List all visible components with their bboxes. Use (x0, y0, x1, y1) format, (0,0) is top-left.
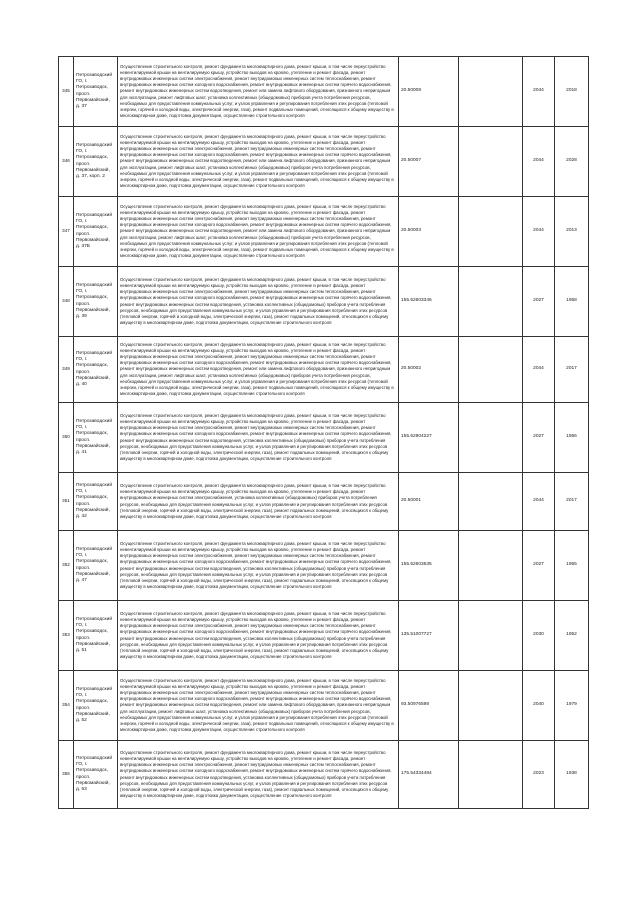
build-year-cell: 2017 (555, 337, 589, 403)
empty-cell (459, 337, 523, 403)
address-cell: Петрозаводский ГО, г. Петрозаводск, просп. Первомайский, д. 42 (74, 473, 118, 531)
works-description-cell: Осуществление строительного контроля, ремонт фундамента многоквартирного дома, ремонт крыши, в том числе переустройство невентилируемой крыши на вентилируемую крышу, устройство выходов на кровлю, утепление и ремонт фасада, ремонт внутридомовых инженерных систем электроснабжения, ремонт внутридомовых инженерных систем теплоснабжения, ремонт внутридомовых инженерных систем холодного водоснабжения, ремонт внутридомовых инженерных систем горячего водоснабжения, ремонт внутридомовых инженерных систем водоотведения, ремонт или замена лифтового оборудования, признанного непригодным для эксплуатации, ремонт лифтовых шахт, установка коллективных (общедомовых) приборов учета потребления ресурсов, необходимых для предоставления коммунальных услуг, и узлов управления и регулирования потребления этих ресурсов (тепловой энергии, горячей и холодной воды, электрической энергии, газа), ремонт подвальных помещений, относящихся к общему имуществу в многоквартирном доме, подготовка документации, осуществление строительного контроля (118, 671, 399, 741)
row-number: 348 (59, 267, 74, 337)
build-year-cell: 1956 (555, 403, 589, 473)
works-description-cell: Осуществление строительного контроля, ремонт фундамента многоквартирного дома, ремонт крыши, в том числе переустройство невентилируемой крыши на вентилируемую крышу, устройство выходов на кровлю, утепление и ремонт фасада, ремонт внутридомовых инженерных систем электроснабжения, установка коллективных (общедомовых) приборов учета потребления ресурсов, необходимых для предоставления коммунальных услуг, и узлов управления и регулирования потребления этих ресурсов (тепловой энергии, горячей и холодной воды, электрической энергии, газа), ремонт подвальных помещений, относящихся к общему имуществу в многоквартирном доме, подготовка документации, осуществление строительного контроля (118, 473, 399, 531)
cost-cell: 175.54334484 (399, 741, 459, 809)
works-description-cell: Осуществление строительного контроля, ремонт фундамента многоквартирного дома, ремонт крыши, в том числе переустройство невентилируемой крыши на вентилируемую крышу, устройство выходов на кровлю, утепление и ремонт фасада, ремонт внутридомовых инженерных систем электроснабжения, ремонт внутридомовых инженерных систем теплоснабжения, ремонт внутридомовых инженерных систем холодного водоснабжения, ремонт внутридомовых инженерных систем горячего водоснабжения, ремонт внутридомовых инженерных систем водоотведения, установка коллективных (общедомовых) приборов учета потребления ресурсов, необходимых для предоставления коммунальных услуг, и узлов управления и регулирования потребления этих ресурсов (тепловой энергии, горячей и холодной воды, электрической энергии, газа), ремонт подвальных помещений, относящихся к общему имуществу в многоквартирном доме, подготовка документации, осуществление строительного контроля (118, 601, 399, 671)
empty-cell (459, 403, 523, 473)
table-body (59, 57, 589, 809)
planned-year-cell: 2027 (523, 403, 555, 473)
row-number: 351 (59, 473, 74, 531)
build-year-cell: 1979 (555, 671, 589, 741)
cost-cell: 20.50008 (399, 57, 459, 127)
table-row (59, 127, 589, 197)
empty-cell (459, 267, 523, 337)
row-number: 345 (59, 57, 74, 127)
cost-cell: 20.50002 (399, 337, 459, 403)
build-year-cell: 2017 (555, 473, 589, 531)
table-row (59, 601, 589, 671)
row-number: 347 (59, 197, 74, 267)
works-description-cell: Осуществление строительного контроля, ремонт фундамента многоквартирного дома, ремонт крыши, в том числе переустройство невентилируемой крыши на вентилируемую крышу, устройство выходов на кровлю, утепление и ремонт фасада, ремонт внутридомовых инженерных систем электроснабжения, ремонт внутридомовых инженерных систем теплоснабжения, ремонт внутридомовых инженерных систем холодного водоснабжения, ремонт внутридомовых инженерных систем горячего водоснабжения, ремонт внутридомовых инженерных систем водоотведения, ремонт или замена лифтового оборудования, признанного непригодным для эксплуатации, ремонт лифтовых шахт, установка коллективных (общедомовых) приборов учета потребления ресурсов, необходимых для предоставления коммунальных услуг, и узлов управления и регулирования потребления этих ресурсов (тепловой энергии, горячей и холодной воды, электрической энергии, газа), ремонт подвальных помещений, относящихся к общему имуществу в многоквартирном доме, подготовка документации, осуществление строительного контроля (118, 57, 399, 127)
table-row (59, 267, 589, 337)
row-number: 355 (59, 741, 74, 809)
planned-year-cell: 2044 (523, 57, 555, 127)
empty-cell (459, 601, 523, 671)
build-year-cell: 1958 (555, 267, 589, 337)
table-row (59, 403, 589, 473)
build-year-cell: 1938 (555, 741, 589, 809)
works-description-cell: Осуществление строительного контроля, ремонт фундамента многоквартирного дома, ремонт крыши, в том числе переустройство невентилируемой крыши на вентилируемую крышу, устройство выходов на кровлю, утепление и ремонт фасада, ремонт внутридомовых инженерных систем электроснабжения, ремонт внутридомовых инженерных систем теплоснабжения, ремонт внутридомовых инженерных систем холодного водоснабжения, ремонт внутридомовых инженерных систем горячего водоснабжения, ремонт внутридомовых инженерных систем водоотведения, ремонт или замена лифтового оборудования, признанного непригодным для эксплуатации, ремонт лифтовых шахт, установка коллективных (общедомовых) приборов учета потребления ресурсов, необходимых для предоставления коммунальных услуг, и узлов управления и регулирования потребления этих ресурсов (тепловой энергии, горячей и холодной воды, электрической энергии, газа), ремонт подвальных помещений, относящихся к общему имуществу в многоквартирном доме, подготовка документации, осуществление строительного контроля (118, 197, 399, 267)
table-row (59, 57, 589, 127)
planned-year-cell: 2044 (523, 127, 555, 197)
works-description-cell: Осуществление строительного контроля, ремонт фундамента многоквартирного дома, ремонт крыши, в том числе переустройство невентилируемой крыши на вентилируемую крышу, устройство выходов на кровлю, утепление и ремонт фасада, ремонт внутридомовых инженерных систем электроснабжения, ремонт внутридомовых инженерных систем теплоснабжения, ремонт внутридомовых инженерных систем холодного водоснабжения, ремонт внутридомовых инженерных систем горячего водоснабжения, ремонт внутридомовых инженерных систем водоотведения, установка коллективных (общедомовых) приборов учета потребления ресурсов, необходимых для предоставления коммунальных услуг, и узлов управления и регулирования потребления этих ресурсов (тепловой энергии, горячей и холодной воды, электрической энергии, газа), ремонт подвальных помещений, относящихся к общему имуществу в многоквартирном доме, подготовка документации, осуществление строительного контроля (118, 267, 399, 337)
build-year-cell: 2013 (555, 197, 589, 267)
works-description-cell: Осуществление строительного контроля, ремонт фундамента многоквартирного дома, ремонт крыши, в том числе переустройство невентилируемой крыши на вентилируемую крышу, устройство выходов на кровлю, утепление и ремонт фасада, ремонт внутридомовых инженерных систем электроснабжения, ремонт внутридомовых инженерных систем теплоснабжения, ремонт внутридомовых инженерных систем холодного водоснабжения, ремонт внутридомовых инженерных систем горячего водоснабжения, ремонт внутридомовых инженерных систем водоотведения, ремонт или замена лифтового оборудования, признанного непригодным для эксплуатации, ремонт лифтовых шахт, установка коллективных (общедомовых) приборов учета потребления ресурсов, необходимых для предоставления коммунальных услуг, и узлов управления и регулирования потребления этих ресурсов (тепловой энергии, горячей и холодной воды, электрической энергии, газа), ремонт подвальных помещений, относящихся к общему имуществу в многоквартирном доме, подготовка документации, осуществление строительного контроля (118, 127, 399, 197)
address-cell: Петрозаводский ГО, г. Петрозаводск, просп. Первомайский, д. 40 (74, 337, 118, 403)
address-cell: Петрозаводский ГО, г. Петрозаводск, просп. Первомайский, д. 37 (74, 57, 118, 127)
row-number: 353 (59, 601, 74, 671)
address-cell: Петрозаводский ГО, г. Петрозаводск, просп. Первомайский, д. 37Б (74, 197, 118, 267)
table-row (59, 741, 589, 809)
empty-cell (459, 473, 523, 531)
row-number: 349 (59, 337, 74, 403)
planned-year-cell: 2040 (523, 671, 555, 741)
row-number: 354 (59, 671, 74, 741)
address-cell: Петрозаводский ГО, г. Петрозаводск, просп. Первомайский, д. 52 (74, 671, 118, 741)
cost-cell: 155.52904227 (399, 403, 459, 473)
table-row (59, 197, 589, 267)
row-number: 346 (59, 127, 74, 197)
planned-year-cell: 2030 (523, 601, 555, 671)
build-year-cell: 2028 (555, 127, 589, 197)
table-row (59, 531, 589, 601)
address-cell: Петрозаводский ГО, г. Петрозаводск, просп. Первомайский, д. 53 (74, 741, 118, 809)
empty-cell (459, 127, 523, 197)
planned-year-cell: 2044 (523, 473, 555, 531)
row-number: 352 (59, 531, 74, 601)
planned-year-cell: 2027 (523, 267, 555, 337)
row-number: 350 (59, 403, 74, 473)
build-year-cell: 2018 (555, 57, 589, 127)
cost-cell: 20.50001 (399, 473, 459, 531)
planned-year-cell: 2044 (523, 337, 555, 403)
cost-cell: 93.50976598 (399, 671, 459, 741)
cost-cell: 20.50003 (399, 197, 459, 267)
works-description-cell: Осуществление строительного контроля, ремонт фундамента многоквартирного дома, ремонт крыши, в том числе переустройство невентилируемой крыши на вентилируемую крышу, устройство выходов на кровлю, утепление и ремонт фасада, ремонт внутридомовых инженерных систем электроснабжения, ремонт внутридомовых инженерных систем теплоснабжения, ремонт внутридомовых инженерных систем холодного водоснабжения, ремонт внутридомовых инженерных систем горячего водоснабжения, ремонт внутридомовых инженерных систем водоотведения, установка коллективных (общедомовых) приборов учета потребления ресурсов, необходимых для предоставления коммунальных услуг, и узлов управления и регулирования потребления этих ресурсов (тепловой энергии, горячей и холодной воды, электрической энергии, газа), ремонт подвальных помещений, относящихся к общему имуществу в многоквартирном доме, подготовка документации, осуществление строительного контроля (118, 403, 399, 473)
works-description-cell: Осуществление строительного контроля, ремонт фундамента многоквартирного дома, ремонт крыши, в том числе переустройство невентилируемой крыши на вентилируемую крышу, устройство выходов на кровлю, утепление и ремонт фасада, ремонт внутридомовых инженерных систем электроснабжения, ремонт внутридомовых инженерных систем теплоснабжения, ремонт внутридомовых инженерных систем холодного водоснабжения, ремонт внутридомовых инженерных систем горячего водоснабжения, ремонт внутридомовых инженерных систем водоотведения, ремонт или замена лифтового оборудования, признанного непригодным для эксплуатации, ремонт лифтовых шахт, установка коллективных (общедомовых) приборов учета потребления ресурсов, необходимых для предоставления коммунальных услуг, и узлов управления и регулирования потребления этих ресурсов (тепловой энергии, горячей и холодной воды, электрической энергии, газа), ремонт подвальных помещений, относящихся к общему имуществу в многоквартирном доме, подготовка документации, осуществление строительного контроля (118, 337, 399, 403)
cost-cell: 155.52603535 (399, 531, 459, 601)
cost-cell: 155.52603346 (399, 267, 459, 337)
document-page (58, 56, 588, 809)
address-cell: Петрозаводский ГО, г. Петрозаводск, просп. Первомайский, д. 37, корп. 2 (74, 127, 118, 197)
build-year-cell: 1955 (555, 531, 589, 601)
empty-cell (459, 57, 523, 127)
cost-cell: 135.51007727 (399, 601, 459, 671)
address-cell: Петрозаводский ГО, г. Петрозаводск, просп. Первомайский, д. 47 (74, 531, 118, 601)
empty-cell (459, 531, 523, 601)
table-row (59, 337, 589, 403)
works-description-cell: Осуществление строительного контроля, ремонт фундамента многоквартирного дома, ремонт крыши, в том числе переустройство невентилируемой крыши на вентилируемую крышу, устройство выходов на кровлю, утепление и ремонт фасада, ремонт внутридомовых инженерных систем электроснабжения, ремонт внутридомовых инженерных систем теплоснабжения, ремонт внутридомовых инженерных систем холодного водоснабжения, ремонт внутридомовых инженерных систем горячего водоснабжения, ремонт внутридомовых инженерных систем водоотведения, установка коллективных (общедомовых) приборов учета потребления ресурсов, необходимых для предоставления коммунальных услуг, и узлов управления и регулирования потребления этих ресурсов (тепловой энергии, горячей и холодной воды, электрической энергии, газа), ремонт подвальных помещений, относящихся к общему имуществу в многоквартирном доме, подготовка документации, осуществление строительного контроля (118, 531, 399, 601)
table-row (59, 473, 589, 531)
cost-cell: 20.50007 (399, 127, 459, 197)
table-row (59, 671, 589, 741)
build-year-cell: 1952 (555, 601, 589, 671)
empty-cell (459, 671, 523, 741)
planned-year-cell: 2027 (523, 531, 555, 601)
planned-year-cell: 2044 (523, 197, 555, 267)
empty-cell (459, 197, 523, 267)
planned-year-cell: 2023 (523, 741, 555, 809)
repair-program-table (58, 56, 589, 809)
address-cell: Петрозаводский ГО, г. Петрозаводск, просп. Первомайский, д. 41 (74, 403, 118, 473)
empty-cell (459, 741, 523, 809)
address-cell: Петрозаводский ГО, г. Петрозаводск, просп. Первомайский, д. 39 (74, 267, 118, 337)
works-description-cell: Осуществление строительного контроля, ремонт фундамента многоквартирного дома, ремонт крыши, в том числе переустройство невентилируемой крыши на вентилируемую крышу, устройство выходов на кровлю, утепление и ремонт фасада, ремонт внутридомовых инженерных систем электроснабжения, ремонт внутридомовых инженерных систем теплоснабжения, ремонт внутридомовых инженерных систем холодного водоснабжения, ремонт внутридомовых инженерных систем горячего водоснабжения, ремонт внутридомовых инженерных систем водоотведения, установка коллективных (общедомовых) приборов учета потребления ресурсов, необходимых для предоставления коммунальных услуг, и узлов управления и регулирования потребления этих ресурсов (тепловой энергии, горячей и холодной воды, электрической энергии, газа), ремонт подвальных помещений, относящихся к общему имуществу в многоквартирном доме, подготовка документации, осуществление строительного контроля (118, 741, 399, 809)
address-cell: Петрозаводский ГО, г. Петрозаводск, просп. Первомайский, д. 51 (74, 601, 118, 671)
